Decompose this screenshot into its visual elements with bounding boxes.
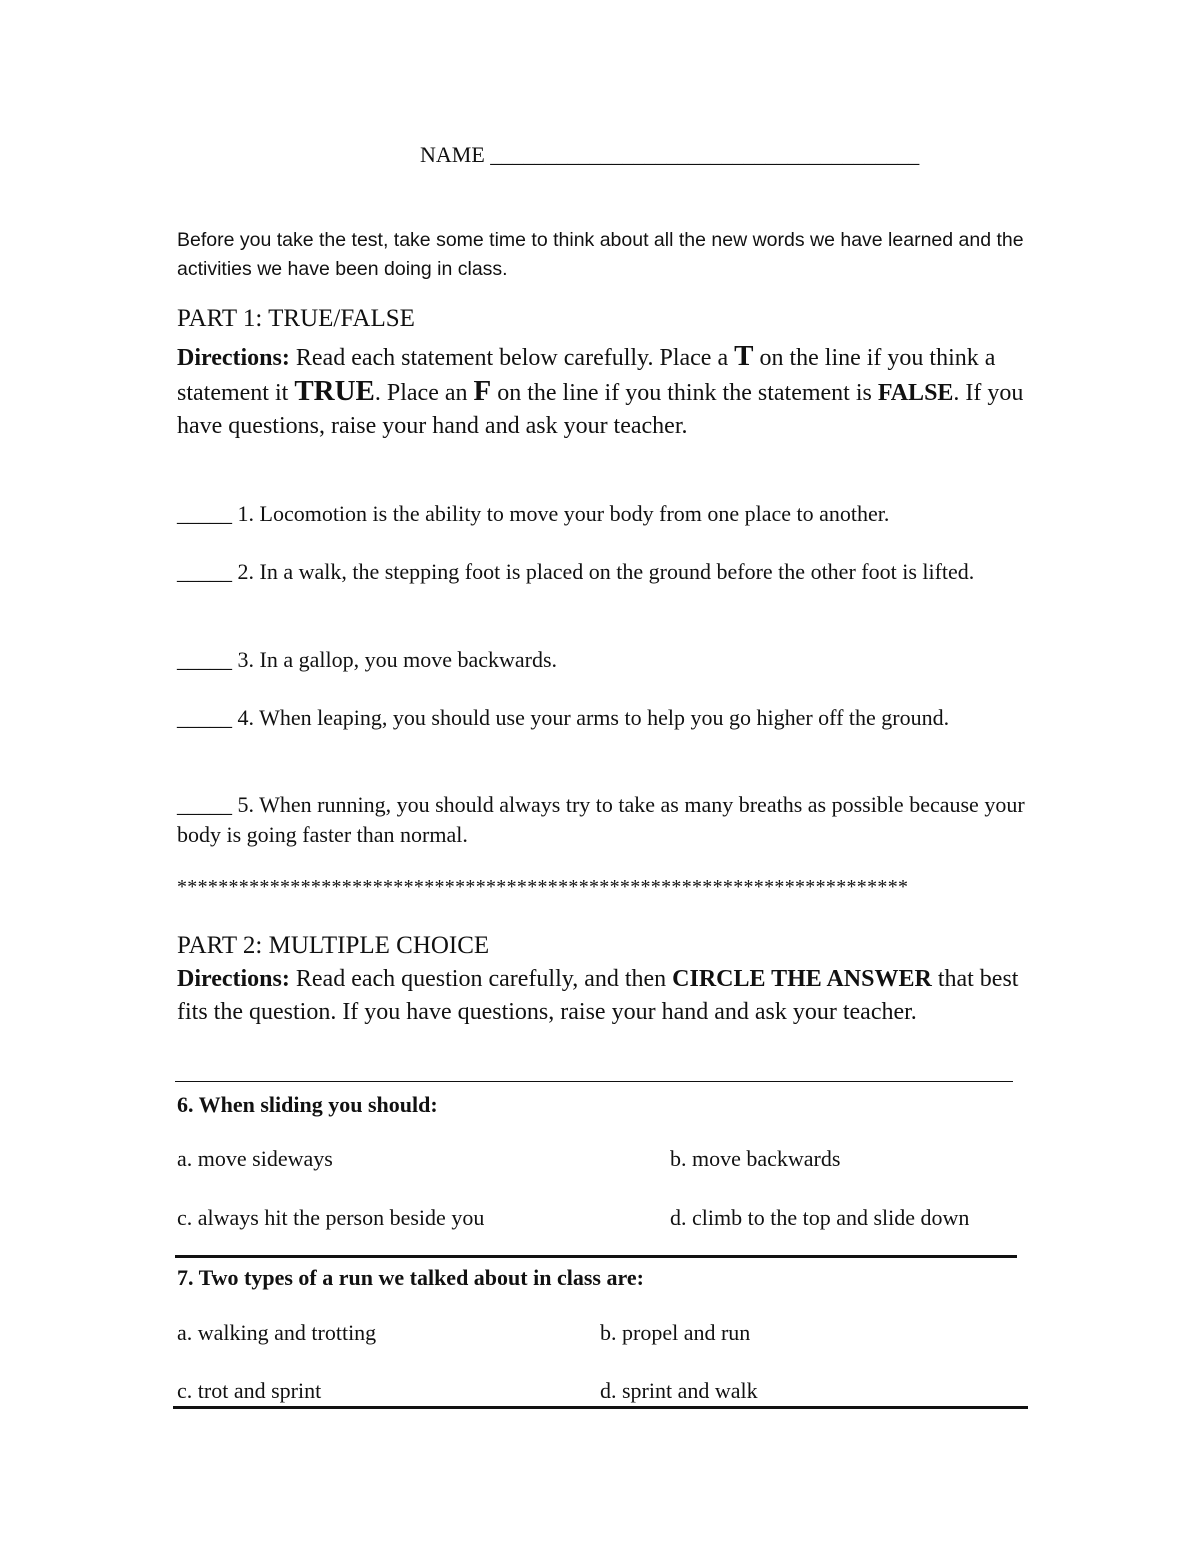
option-6c: c. always hit the person beside you	[177, 1205, 485, 1230]
intro-text: Before you take the test, take some time to think about all the new words we have learned and the activities we have been doing in class.	[177, 229, 1024, 280]
directions-text: Read each statement below carefully. Place a	[289, 345, 735, 371]
tf-item-4: _____ 4. When leaping, you should use your arms to help you go higher off the ground.	[177, 705, 950, 730]
t-letter: T	[734, 340, 754, 372]
directions-text: Read each question carefully, and then	[289, 966, 673, 992]
divider-line	[175, 1255, 1017, 1258]
tf-item-3: _____ 3. In a gallop, you move backwards.	[177, 647, 558, 672]
part2-directions	[177, 963, 1027, 1029]
divider-line	[173, 1406, 1028, 1409]
f-letter: F	[473, 375, 492, 407]
section-separator: ***********************************************************************	[177, 876, 909, 898]
circle-answer-emphasis: CIRCLE THE ANSWER	[672, 966, 932, 992]
directions-text: that best fits the question. If you have questions, raise your hand and ask your teacher.	[177, 966, 1019, 1025]
directions-label: Directions:	[177, 345, 290, 371]
tf-item-5: _____ 5. When running, you should always try to take as many breaths as possible because your body is going faster than normal.	[177, 792, 1025, 847]
option-7b: b. propel and run	[600, 1320, 751, 1345]
part1-directions	[177, 340, 1027, 443]
option-7c: c. trot and sprint	[177, 1378, 322, 1403]
true-word: TRUE	[294, 375, 375, 407]
false-word: FALSE	[877, 380, 954, 406]
mc-question-6: 6. When sliding you should:	[177, 1092, 438, 1117]
option-7d: d. sprint and walk	[600, 1378, 758, 1403]
option-6a: a. move sideways	[177, 1146, 333, 1171]
part2-title: PART 2: MULTIPLE CHOICE	[177, 932, 490, 959]
directions-label: Directions:	[177, 966, 290, 992]
option-6b: b. move backwards	[670, 1146, 841, 1171]
option-7a: a. walking and trotting	[177, 1320, 377, 1345]
divider-line	[175, 1081, 1013, 1082]
option-6d: d. climb to the top and slide down	[670, 1205, 970, 1230]
directions-text: on the line if you think the statement is	[491, 380, 878, 406]
tf-item-1: _____ 1. Locomotion is the ability to move your body from one place to another.	[177, 501, 890, 526]
tf-item-2: _____ 2. In a walk, the stepping foot is placed on the ground before the other foot is lifted.	[177, 559, 975, 584]
mc-question-7: 7. Two types of a run we talked about in class are:	[177, 1265, 644, 1290]
part1-title: PART 1: TRUE/FALSE	[177, 305, 415, 332]
directions-text: . If you have questions, raise your hand and ask your teacher.	[177, 380, 1024, 439]
directions-text: . Place an	[374, 380, 474, 406]
name-field-label: NAME _______________________________________	[420, 142, 920, 167]
directions-text: on the line if you think a statement it	[177, 345, 996, 406]
